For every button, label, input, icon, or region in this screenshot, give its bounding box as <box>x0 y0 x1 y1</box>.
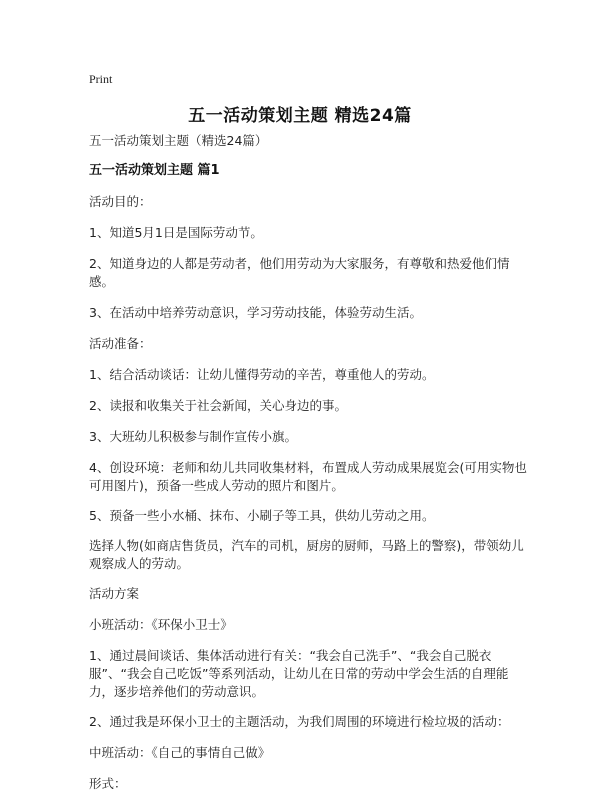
paragraph: 2、读报和收集关于社会新闻，关心身边的事。 <box>89 398 347 413</box>
paragraph: 活动目的： <box>89 194 152 209</box>
paragraph: 2、知道身边的人都是劳动者，他们用劳动为大家服务，有尊敬和热爱他们情感。 <box>89 256 510 289</box>
paragraph: 3、大班幼儿积极参与制作宣传小旗。 <box>89 429 297 444</box>
paragraph: 1、通过晨间谈话、集体活动进行有关：“我会自己洗手”、“我会自己脱衣服”、“我会自己吃饭”等系列活动，让幼儿在日常的劳动中学会生活的自理能力，逐步培养他们的劳动意识。 <box>89 648 509 699</box>
paragraph: 4、创设环境：老师和幼儿共同收集材料，布置成人劳动成果展览会(可用实物也可用图片)，预备一些成人劳动的照片和图片。 <box>89 460 527 493</box>
print-label: Print <box>89 72 113 86</box>
paragraph: 5、预备一些小水桶、抹布、小刷子等工具，供幼儿劳动之用。 <box>89 508 435 523</box>
paragraph: 1、结合活动谈话：让幼儿懂得劳动的辛苦，尊重他人的劳动。 <box>89 367 435 382</box>
paragraph: 中班活动：《自己的事情自己做》 <box>89 745 271 760</box>
paragraph: 1、知道5月1日是国际劳动节。 <box>89 225 263 240</box>
document-subtitle: 五一活动策划主题（精选24篇） <box>89 133 268 148</box>
document-body <box>89 132 529 806</box>
paragraph: 小班活动：《环保小卫士》 <box>89 617 233 632</box>
paragraph: 2、通过我是环保小卫士的主题活动，为我们周围的环境进行检垃圾的活动： <box>89 714 510 729</box>
paragraph: 活动准备： <box>89 336 152 351</box>
section-heading: 五一活动策划主题 篇1 <box>89 163 220 178</box>
paragraph: 形式： <box>89 776 127 791</box>
document-title: 五一活动策划主题 精选24篇 <box>188 106 412 126</box>
paragraph: 活动方案 <box>89 586 140 601</box>
paragraph: 3、在活动中培养劳动意识，学习劳动技能，体验劳动生活。 <box>89 305 422 320</box>
paragraph: 选择人物(如商店售货员，汽车的司机，厨房的厨师，马路上的警察)，带领幼儿观察成人的劳动。 <box>89 538 524 571</box>
